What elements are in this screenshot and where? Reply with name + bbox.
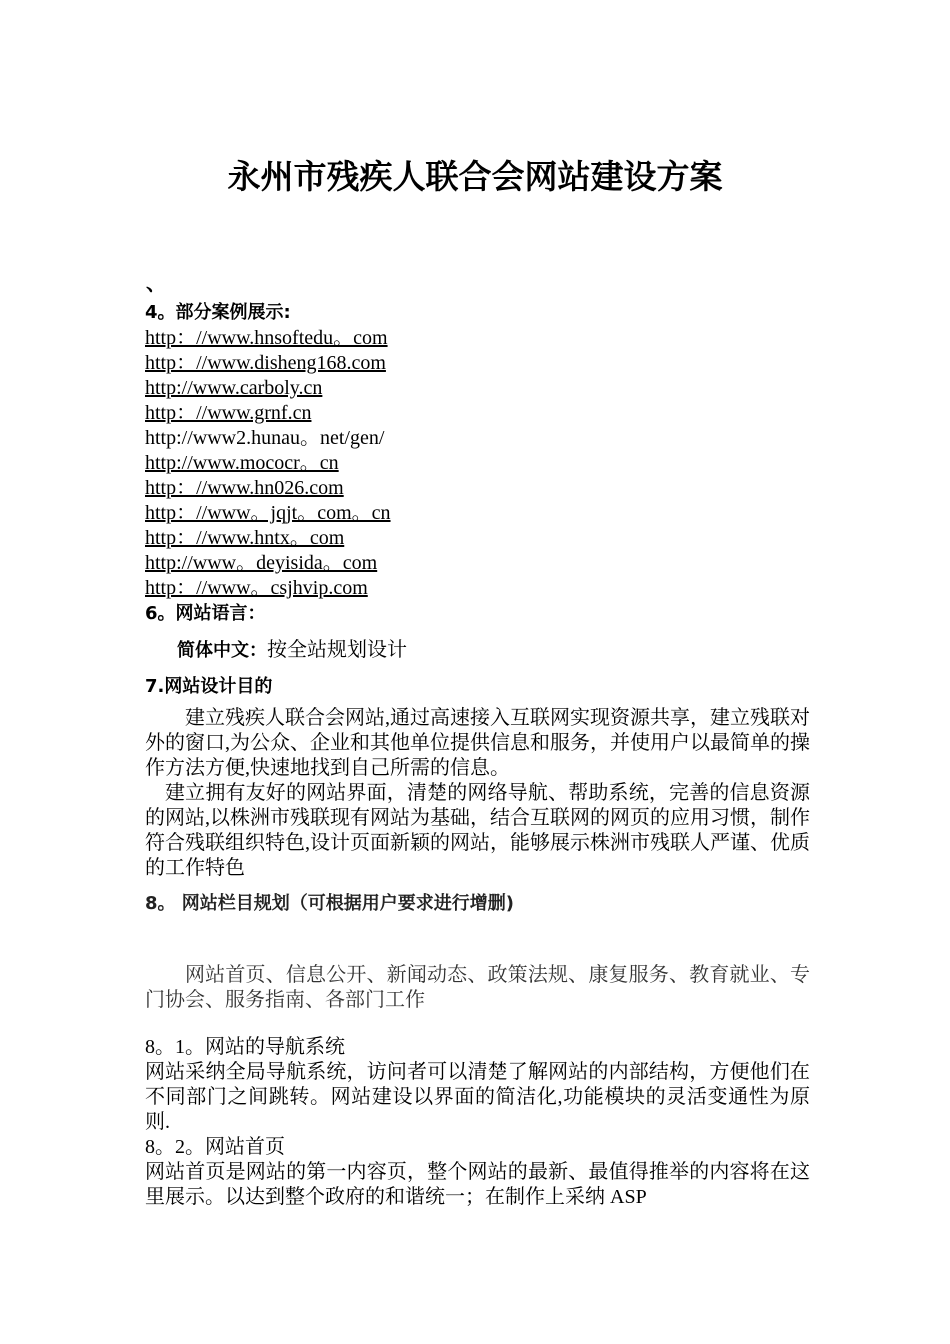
section7-paragraph-2: 建立拥有友好的网站界面，清楚的网络导航、帮助系统，完善的信息资源的网站,以株洲市残联现有网站为基础，结合互联网的网页的应用习惯，制作符合残联组织特色,设计页面新颖的网站，能够展示株洲市残联人严谨、优质的工作特色: [145, 782, 810, 879]
spacer: [145, 1013, 810, 1035]
case-link[interactable]: http：//www。csjhvip.com: [145, 577, 368, 599]
section6-line: [145, 637, 810, 664]
section4-heading: 4。部分案例展示:: [145, 302, 291, 323]
document-title: 永州市残疾人联合会网站建设方案: [227, 157, 723, 196]
case-link[interactable]: http：//www.disheng168.com: [145, 352, 386, 374]
section8-heading: 8。 网站栏目规划（可根据用户要求进行增删): [145, 893, 515, 914]
section8-columns: 网站首页、信息公开、新闻动态、政策法规、康复服务、教育就业、专门协会、服务指南、各部门工作: [145, 964, 810, 1011]
section6-label: 简体中文：: [177, 640, 267, 661]
section8-1-heading: 8。1。网站的导航系统: [145, 1036, 345, 1058]
case-link-list: [145, 326, 810, 601]
case-link[interactable]: http：//www.hn026.com: [145, 477, 344, 499]
case-link-plain: http://www2.hunau。net/gen/: [145, 427, 385, 449]
case-link[interactable]: http：//www。jqjt。com。cn: [145, 502, 391, 524]
case-link[interactable]: http：//www.grnf.cn: [145, 402, 312, 424]
stray-mark: 、: [146, 273, 166, 295]
spacer: [145, 917, 810, 963]
case-link[interactable]: http：//www.hntx。com: [145, 527, 345, 549]
section8-2-text: 网站首页是网站的第一内容页，整个网站的最新、最值得推举的内容将在这里展示。以达到整个政府的和谐统一；在制作上采纳 ASP: [145, 1161, 810, 1208]
document-body: [145, 300, 810, 1210]
section6-text: 按全站规划设计: [267, 639, 407, 661]
section7-paragraph-1: 建立残疾人联合会网站,通过高速接入互联网实现资源共享，建立残联对外的窗口,为公众、企业和其他单位提供信息和服务，并使用户以最简单的操作方法方便,快速地找到自己所需的信息。: [145, 707, 810, 779]
section6-heading: 6。网站语言：: [145, 603, 266, 624]
section7-heading: 7.网站设计目的: [145, 676, 273, 697]
section8-1-text: 网站采纳全局导航系统，访问者可以清楚了解网站的内部结构，方便他们在不同部门之间跳转。网站建设以界面的简洁化,功能模块的灵活变通性为原则.: [145, 1061, 810, 1133]
section8-2-heading: 8。2。网站首页: [145, 1136, 285, 1158]
case-link[interactable]: http://www.carboly.cn: [145, 377, 323, 399]
case-link[interactable]: http://www.mococr。cn: [145, 452, 339, 474]
case-link[interactable]: http：//www.hnsoftedu。com: [145, 327, 388, 349]
case-link[interactable]: http://www。deyisida。com: [145, 552, 378, 574]
